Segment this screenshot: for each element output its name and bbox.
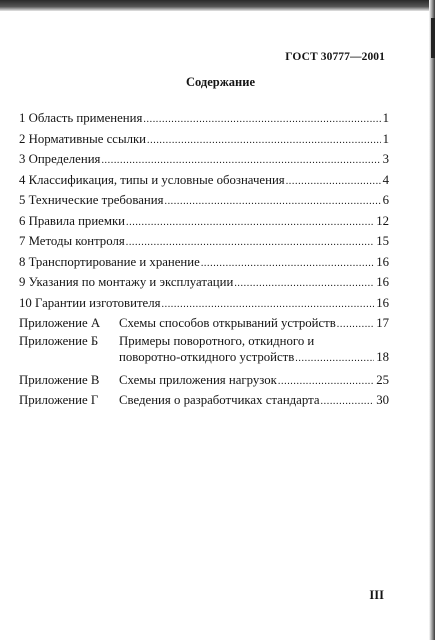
appendix-v-entry[interactable] (19, 370, 389, 391)
leader-dots (101, 151, 380, 172)
toc-entry-label: 6 Правила приемки (19, 213, 126, 228)
leader-dots (278, 372, 374, 393)
appendix-title: Схемы способов открываний устройств (119, 316, 336, 330)
scan-edge-top (0, 0, 435, 11)
appendix-title-line1: Примеры поворотного, откидного и (119, 333, 315, 348)
leader-dots (337, 315, 374, 336)
toc-entry-page: 15 (376, 234, 389, 248)
appendix-g-label-group (19, 390, 320, 411)
appendix-a-label-group (19, 313, 336, 334)
appendix-b-entry[interactable] (19, 334, 389, 370)
toc-entry-label: 5 Технические требования (19, 193, 164, 207)
toc-title: Содержание (185, 75, 255, 89)
leader-dots (162, 295, 375, 316)
toc-entry-page: 1 (382, 111, 389, 125)
toc-entry-6[interactable] (19, 211, 389, 232)
appendix-prefix: Приложение Б (19, 333, 99, 348)
appendix-page: 18 (376, 350, 389, 364)
toc-entry-label: 7 Методы контроля (19, 234, 125, 248)
toc-entry-label: 4 Классификация, типы и условные обозначения (19, 172, 285, 187)
toc-entry-1[interactable] (19, 108, 389, 129)
appendix-page: 17 (376, 316, 389, 330)
toc-entry-2[interactable] (19, 129, 389, 150)
toc-entry-7[interactable] (19, 231, 389, 252)
appendix-g-entry[interactable] (19, 390, 389, 411)
toc-entry-9[interactable] (19, 272, 389, 293)
leader-dots (143, 110, 380, 131)
toc-entry-page: 16 (376, 275, 389, 289)
toc-entry-label: 1 Область применения (19, 111, 143, 125)
scan-edge-mark (431, 18, 435, 58)
appendix-title-line2: поворотно-откидного устройств (119, 350, 295, 364)
appendix-prefix: Приложение Г (19, 393, 99, 407)
appendix-b-line2 (19, 349, 389, 370)
leader-dots (295, 351, 374, 367)
toc-entry-label: 9 Указания по монтажу и эксплуатации (19, 275, 234, 289)
leader-dots (201, 254, 374, 275)
appendix-page: 30 (376, 393, 389, 407)
appendix-b-line1 (19, 334, 389, 350)
toc-entry-8[interactable] (19, 252, 389, 273)
toc-entry-page: 16 (376, 254, 389, 269)
appendix-title: Схемы приложения нагрузок (119, 372, 277, 387)
toc-entry-page: 6 (382, 193, 389, 207)
toc-entry-label: 3 Определения (19, 152, 101, 166)
toc-entry-page: 12 (376, 213, 389, 228)
toc-entry-label: 10 Гарантии изготовителя (19, 295, 161, 310)
toc-entry-page: 4 (382, 172, 389, 187)
appendix-prefix: Приложение В (19, 372, 100, 387)
table-of-contents (19, 108, 389, 411)
appendix-page: 25 (376, 372, 389, 387)
leader-dots (286, 172, 381, 193)
standard-code: ГОСТ 30777—2001 (285, 51, 385, 63)
toc-entry-label: 2 Нормативные ссылки (19, 131, 147, 146)
leader-dots (126, 213, 374, 234)
appendix-a-entry[interactable] (19, 313, 389, 334)
leader-dots (126, 233, 374, 254)
leader-dots (164, 192, 380, 213)
appendix-title: Сведения о разработчиках стандарта (119, 393, 320, 407)
page-number: III (369, 588, 384, 602)
toc-entry-page: 1 (382, 131, 389, 146)
toc-entry-page: 16 (376, 295, 389, 310)
toc-entry-10[interactable] (19, 293, 389, 314)
toc-entry-page: 3 (382, 152, 389, 166)
toc-entry-3[interactable] (19, 149, 389, 170)
toc-entry-5[interactable] (19, 190, 389, 211)
toc-entry-4[interactable] (19, 170, 389, 191)
leader-dots (234, 274, 374, 295)
toc-entry-label: 8 Транспортирование и хранение (19, 254, 200, 269)
appendix-v-label-group (19, 370, 277, 391)
scan-edge-right (429, 0, 435, 640)
appendix-prefix: Приложение А (19, 316, 101, 330)
leader-dots (321, 392, 375, 413)
leader-dots (147, 131, 381, 152)
